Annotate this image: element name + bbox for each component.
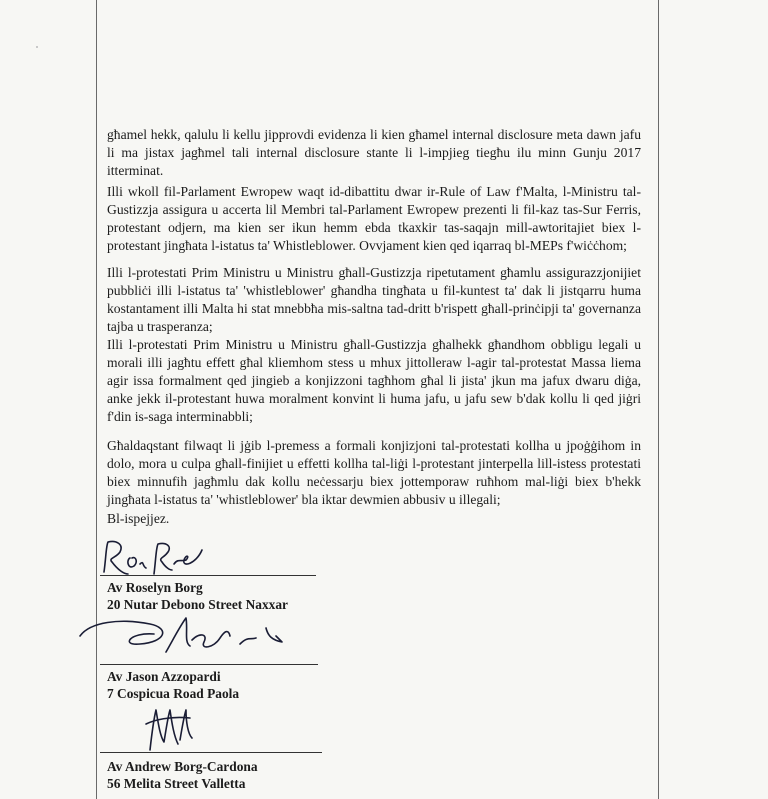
signature-line	[100, 752, 322, 753]
signatory-address: 7 Cospicua Road Paola	[107, 686, 240, 701]
scan-speck	[36, 46, 38, 48]
signatory-name: Av Jason Azzopardi	[107, 669, 221, 684]
paragraph-public-assurances	[107, 264, 641, 336]
closing-line: Bl-ispejjez.	[107, 511, 170, 526]
signature-andrew-borg-cardona	[140, 702, 200, 754]
paragraph-evidence	[107, 126, 641, 180]
signatory-address: 20 Nutar Debono Street Naxxar	[107, 597, 289, 612]
paragraph-text: Illi wkoll fil-Parlament Ewropew waqt id-dibattitu dwar ir-Rule of Law f'Malta, l-Ministru tal-Gustizzja assigura u accerta lil Membri tal-Parlament Ewropew prezenti li fil-kaz tas-Sur Ferris, protestant odjern, ma kien ser ikun hemm ebda tkaxkir tas-saqajn mill-awtoritajiet biex l-protestant jingħata l-istatus ta' Whistleblower. Ovvjament kien qed iqarraq bl-MEPs f'wiċċhom;	[107, 184, 641, 253]
paragraph-european-parliament	[107, 183, 641, 255]
paragraph-text: Illi l-protestati Prim Ministru u Ministru għall-Gustizzja ripetutament għamlu assigurazzjonijiet pubbliċi illi l-istatus ta' 'whistleblower' għandha tingħata u fil-kuntest ta' dak li jistqarru huma kostantament illi Malta hi stat mnebbħa mis-saltna tad-dritt b'rispett għall-prinċipji ta' governanza tajba u trasperanza;	[107, 265, 641, 334]
signatory-name: Av Roselyn Borg	[107, 580, 203, 595]
signatory-name: Av Andrew Borg-Cardona	[107, 759, 258, 774]
signatory-address: 56 Melita Street Valletta	[107, 776, 246, 791]
left-margin-line	[96, 0, 97, 799]
signature-line	[100, 575, 316, 576]
paragraph-text: għamel hekk, qalulu li kellu jipprovdi evidenza li kien għamel internal disclosure meta dawn jafu li ma jistax jagħmel tali internal disclosure stante li l-impjieg tiegħu ilu minn Gunju 2017 itterminat.	[107, 127, 641, 178]
signature-roselyn-borg	[98, 536, 218, 580]
signature-jason-azzopardi	[70, 610, 290, 660]
paragraph-text: Għaldaqstant filwaqt li jġib l-premess a formali konjizjoni tal-protestati kollha u jpoġġihom in dolo, mora u culpa għall-finijiet u effetti kollha tal-liġi l-protestant jinterpella lill-istess protestati biex minnufih jagħmlu dak kollu neċessarju biex jottemporaw ruħhom mal-liġi biex b'hekk jingħata l-istatus ta' 'whistleblower' bla iktar dewmien abbusiv u illegali;	[107, 438, 641, 507]
right-margin-line	[658, 0, 659, 799]
paragraph-conclusion	[107, 437, 641, 509]
paragraph-legal-obligation	[107, 336, 641, 426]
signature-line	[100, 664, 318, 665]
paragraph-text: Illi l-protestati Prim Ministru u Ministru għall-Gustizzja għalhekk għandhom obbligu legali u morali illi jagħtu effett għal kliemhom stess u mhux jittolleraw l-agir tal-protestat Massa liema agir issa formalment qed jingieb a konjizzoni tagħhom għal li jista' jkun ma jafux dwaru diġa, anke jekk il-protestant huwa moralment konvint li huma jafu, u jafu sew b'dak kollu li qed jiġri f'din is-saga interminabbli;	[107, 337, 641, 424]
